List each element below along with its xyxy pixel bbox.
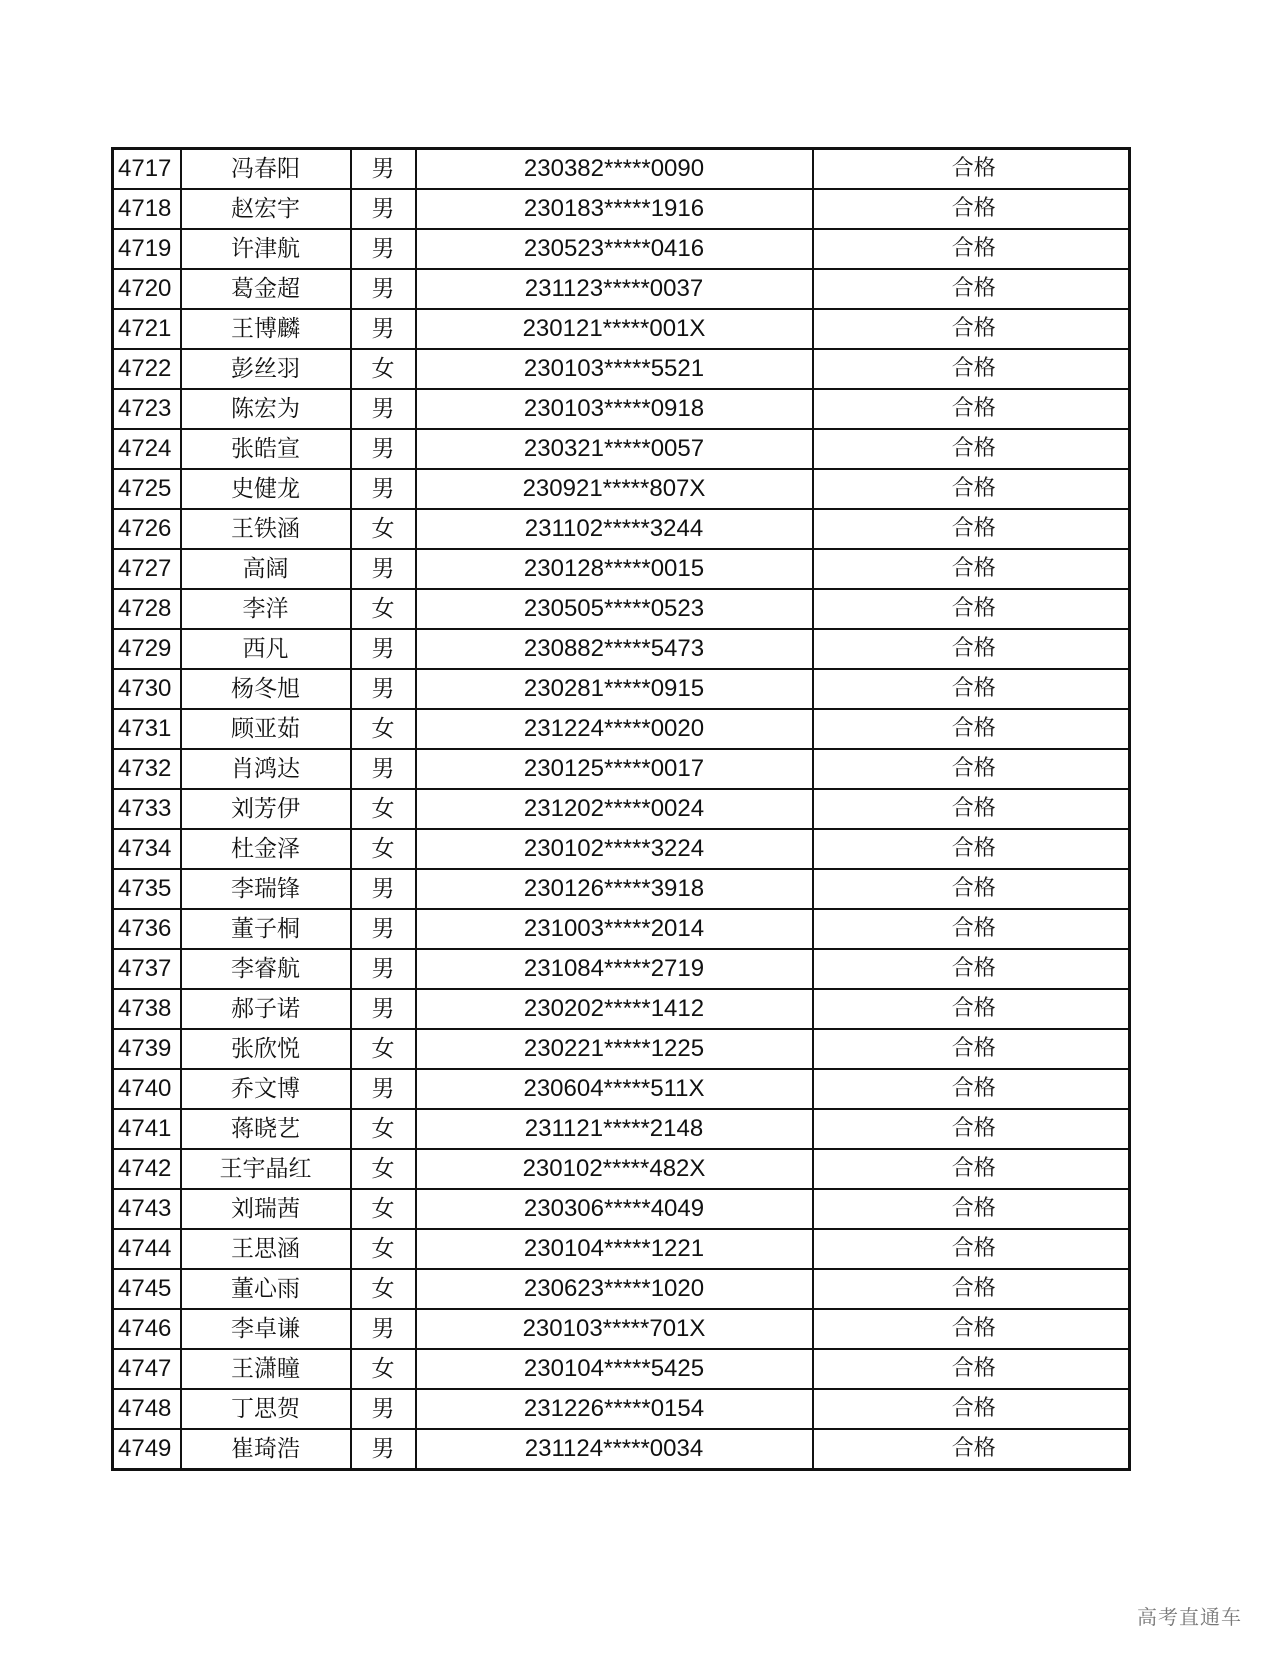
cell-result: 合格 [813, 869, 1130, 909]
cell-id-number: 231226*****0154 [416, 1389, 813, 1429]
cell-number: 4735 [113, 869, 181, 909]
cell-result: 合格 [813, 909, 1130, 949]
cell-id-number: 231202*****0024 [416, 789, 813, 829]
cell-number: 4724 [113, 429, 181, 469]
cell-result: 合格 [813, 1349, 1130, 1389]
cell-id-number: 230103*****701X [416, 1309, 813, 1349]
cell-name: 冯春阳 [181, 149, 351, 190]
cell-number: 4732 [113, 749, 181, 789]
cell-id-number: 230128*****0015 [416, 549, 813, 589]
cell-number: 4722 [113, 349, 181, 389]
cell-gender: 男 [351, 309, 416, 349]
cell-name: 许津航 [181, 229, 351, 269]
cell-number: 4746 [113, 1309, 181, 1349]
cell-number: 4745 [113, 1269, 181, 1309]
cell-name: 刘芳伊 [181, 789, 351, 829]
cell-id-number: 230604*****511X [416, 1069, 813, 1109]
cell-gender: 女 [351, 1189, 416, 1229]
cell-id-number: 230102*****3224 [416, 829, 813, 869]
cell-result: 合格 [813, 349, 1130, 389]
cell-gender: 男 [351, 869, 416, 909]
cell-name: 李睿航 [181, 949, 351, 989]
table-row [113, 469, 1130, 509]
cell-name: 李卓谦 [181, 1309, 351, 1349]
cell-number: 4743 [113, 1189, 181, 1229]
cell-number: 4721 [113, 309, 181, 349]
cell-name: 顾亚茹 [181, 709, 351, 749]
cell-result: 合格 [813, 1309, 1130, 1349]
cell-name: 崔琦浩 [181, 1429, 351, 1470]
table-row [113, 989, 1130, 1029]
table-row [113, 1429, 1130, 1470]
cell-result: 合格 [813, 1389, 1130, 1429]
cell-gender: 男 [351, 229, 416, 269]
cell-name: 杜金泽 [181, 829, 351, 869]
cell-number: 4730 [113, 669, 181, 709]
cell-number: 4741 [113, 1109, 181, 1149]
cell-id-number: 230382*****0090 [416, 149, 813, 190]
table-row [113, 1149, 1130, 1189]
cell-gender: 男 [351, 909, 416, 949]
cell-gender: 男 [351, 1429, 416, 1470]
cell-gender: 男 [351, 989, 416, 1029]
cell-name: 乔文博 [181, 1069, 351, 1109]
cell-name: 彭丝羽 [181, 349, 351, 389]
cell-id-number: 230221*****1225 [416, 1029, 813, 1069]
table-row [113, 589, 1130, 629]
cell-result: 合格 [813, 229, 1130, 269]
cell-number: 4727 [113, 549, 181, 589]
cell-gender: 女 [351, 1029, 416, 1069]
table-row [113, 709, 1130, 749]
cell-name: 陈宏为 [181, 389, 351, 429]
table-row [113, 509, 1130, 549]
cell-id-number: 231003*****2014 [416, 909, 813, 949]
cell-number: 4740 [113, 1069, 181, 1109]
table-row [113, 1109, 1130, 1149]
cell-number: 4718 [113, 189, 181, 229]
cell-id-number: 231084*****2719 [416, 949, 813, 989]
cell-id-number: 230104*****5425 [416, 1349, 813, 1389]
cell-id-number: 230505*****0523 [416, 589, 813, 629]
cell-name: 张欣悦 [181, 1029, 351, 1069]
table-row [113, 1349, 1130, 1389]
cell-result: 合格 [813, 669, 1130, 709]
cell-id-number: 230281*****0915 [416, 669, 813, 709]
cell-id-number: 230126*****3918 [416, 869, 813, 909]
cell-gender: 男 [351, 629, 416, 669]
cell-gender: 男 [351, 549, 416, 589]
cell-id-number: 230882*****5473 [416, 629, 813, 669]
cell-gender: 男 [351, 749, 416, 789]
cell-gender: 女 [351, 349, 416, 389]
cell-id-number: 230523*****0416 [416, 229, 813, 269]
cell-result: 合格 [813, 709, 1130, 749]
table-row [113, 189, 1130, 229]
table-row [113, 869, 1130, 909]
cell-number: 4739 [113, 1029, 181, 1069]
cell-number: 4717 [113, 149, 181, 190]
results-table-body [113, 149, 1130, 1470]
table-row [113, 1189, 1130, 1229]
cell-result: 合格 [813, 1149, 1130, 1189]
cell-name: 李洋 [181, 589, 351, 629]
cell-result: 合格 [813, 629, 1130, 669]
cell-gender: 男 [351, 1389, 416, 1429]
cell-id-number: 230103*****5521 [416, 349, 813, 389]
cell-id-number: 230183*****1916 [416, 189, 813, 229]
cell-gender: 男 [351, 669, 416, 709]
cell-id-number: 230104*****1221 [416, 1229, 813, 1269]
cell-name: 葛金超 [181, 269, 351, 309]
cell-gender: 男 [351, 429, 416, 469]
cell-gender: 男 [351, 469, 416, 509]
cell-id-number: 231124*****0034 [416, 1429, 813, 1470]
cell-number: 4733 [113, 789, 181, 829]
cell-gender: 女 [351, 589, 416, 629]
cell-result: 合格 [813, 749, 1130, 789]
cell-id-number: 231224*****0020 [416, 709, 813, 749]
cell-number: 4726 [113, 509, 181, 549]
cell-id-number: 231123*****0037 [416, 269, 813, 309]
cell-id-number: 230102*****482X [416, 1149, 813, 1189]
cell-name: 董心雨 [181, 1269, 351, 1309]
cell-id-number: 230121*****001X [416, 309, 813, 349]
table-row [113, 1069, 1130, 1109]
table-row [113, 629, 1130, 669]
cell-result: 合格 [813, 389, 1130, 429]
cell-name: 西凡 [181, 629, 351, 669]
cell-name: 杨冬旭 [181, 669, 351, 709]
table-row [113, 549, 1130, 589]
cell-gender: 女 [351, 1109, 416, 1149]
cell-name: 王铁涵 [181, 509, 351, 549]
cell-number: 4729 [113, 629, 181, 669]
cell-gender: 男 [351, 1069, 416, 1109]
cell-id-number: 231121*****2148 [416, 1109, 813, 1149]
cell-result: 合格 [813, 1029, 1130, 1069]
cell-name: 王潇瞳 [181, 1349, 351, 1389]
cell-result: 合格 [813, 989, 1130, 1029]
cell-name: 王宇晶红 [181, 1149, 351, 1189]
cell-number: 4749 [113, 1429, 181, 1470]
cell-gender: 男 [351, 389, 416, 429]
cell-result: 合格 [813, 1109, 1130, 1149]
table-row [113, 789, 1130, 829]
cell-number: 4723 [113, 389, 181, 429]
table-row [113, 1269, 1130, 1309]
table-row [113, 1309, 1130, 1349]
cell-name: 肖鸿达 [181, 749, 351, 789]
table-row [113, 949, 1130, 989]
cell-number: 4742 [113, 1149, 181, 1189]
cell-name: 刘瑞茜 [181, 1189, 351, 1229]
table-row [113, 309, 1130, 349]
cell-gender: 男 [351, 949, 416, 989]
cell-gender: 女 [351, 709, 416, 749]
cell-result: 合格 [813, 509, 1130, 549]
cell-number: 4737 [113, 949, 181, 989]
cell-id-number: 231102*****3244 [416, 509, 813, 549]
cell-number: 4725 [113, 469, 181, 509]
cell-number: 4731 [113, 709, 181, 749]
cell-result: 合格 [813, 1229, 1130, 1269]
cell-name: 赵宏宇 [181, 189, 351, 229]
table-row [113, 429, 1130, 469]
cell-id-number: 230125*****0017 [416, 749, 813, 789]
cell-gender: 女 [351, 1269, 416, 1309]
cell-name: 王思涵 [181, 1229, 351, 1269]
cell-number: 4728 [113, 589, 181, 629]
cell-number: 4747 [113, 1349, 181, 1389]
cell-number: 4748 [113, 1389, 181, 1429]
cell-result: 合格 [813, 1269, 1130, 1309]
table-row [113, 389, 1130, 429]
table-row [113, 269, 1130, 309]
cell-gender: 女 [351, 1349, 416, 1389]
cell-gender: 男 [351, 149, 416, 190]
cell-result: 合格 [813, 829, 1130, 869]
table-row [113, 749, 1130, 789]
cell-id-number: 230306*****4049 [416, 1189, 813, 1229]
cell-result: 合格 [813, 269, 1130, 309]
table-row [113, 349, 1130, 389]
cell-number: 4738 [113, 989, 181, 1029]
cell-result: 合格 [813, 429, 1130, 469]
cell-result: 合格 [813, 1189, 1130, 1229]
cell-number: 4734 [113, 829, 181, 869]
cell-name: 蒋晓艺 [181, 1109, 351, 1149]
cell-name: 丁思贺 [181, 1389, 351, 1429]
cell-result: 合格 [813, 589, 1130, 629]
cell-gender: 女 [351, 829, 416, 869]
cell-gender: 男 [351, 189, 416, 229]
table-row [113, 229, 1130, 269]
cell-number: 4719 [113, 229, 181, 269]
cell-result: 合格 [813, 309, 1130, 349]
cell-id-number: 230623*****1020 [416, 1269, 813, 1309]
cell-gender: 女 [351, 789, 416, 829]
table-row [113, 829, 1130, 869]
table-row [113, 1229, 1130, 1269]
cell-result: 合格 [813, 469, 1130, 509]
cell-result: 合格 [813, 949, 1130, 989]
cell-name: 董子桐 [181, 909, 351, 949]
cell-id-number: 230321*****0057 [416, 429, 813, 469]
cell-number: 4736 [113, 909, 181, 949]
cell-gender: 男 [351, 269, 416, 309]
cell-name: 高阔 [181, 549, 351, 589]
cell-name: 郝子诺 [181, 989, 351, 1029]
cell-result: 合格 [813, 149, 1130, 190]
table-row [113, 909, 1130, 949]
cell-name: 王博麟 [181, 309, 351, 349]
table-row [113, 149, 1130, 190]
cell-number: 4744 [113, 1229, 181, 1269]
cell-gender: 女 [351, 509, 416, 549]
cell-id-number: 230202*****1412 [416, 989, 813, 1029]
cell-result: 合格 [813, 1429, 1130, 1470]
cell-id-number: 230103*****0918 [416, 389, 813, 429]
table-row [113, 669, 1130, 709]
results-table [111, 147, 1131, 1471]
cell-result: 合格 [813, 1069, 1130, 1109]
table-row [113, 1389, 1130, 1429]
cell-result: 合格 [813, 549, 1130, 589]
table-row [113, 1029, 1130, 1069]
cell-result: 合格 [813, 189, 1130, 229]
cell-name: 史健龙 [181, 469, 351, 509]
cell-result: 合格 [813, 789, 1130, 829]
cell-gender: 女 [351, 1149, 416, 1189]
cell-name: 张皓宣 [181, 429, 351, 469]
cell-gender: 男 [351, 1309, 416, 1349]
cell-gender: 女 [351, 1229, 416, 1269]
cell-id-number: 230921*****807X [416, 469, 813, 509]
watermark-text: 高考直通车 [1137, 1605, 1242, 1629]
cell-number: 4720 [113, 269, 181, 309]
cell-name: 李瑞锋 [181, 869, 351, 909]
